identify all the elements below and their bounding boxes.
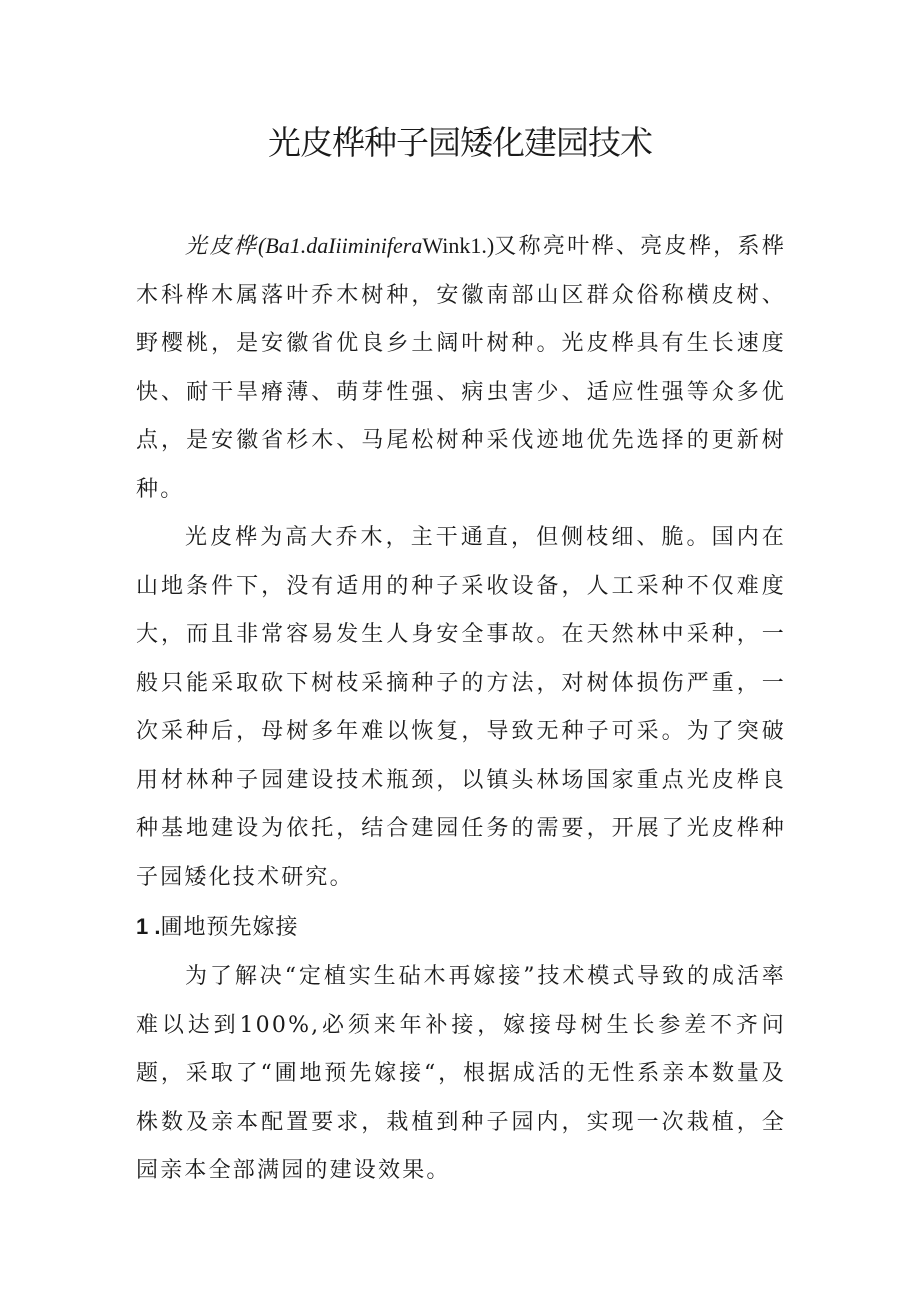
section-1-paragraph: 为了解决“定植实生砧木再嫁接”技术模式导致的成活率难以达到100%,必须来年补接，嫁接母树生长参差不齐问题，采取了“圃地预先嫁接“，根据成活的无性系亲本数量及株数及亲本配置要求，栽植到种子园内，实现一次栽植，全园亲本全部满园的建设效果。 [136, 964, 786, 1183]
paragraph-intro-latin-tail: Wink1.) [422, 233, 495, 258]
document-title: 光皮桦种子园矮化建园技术 [268, 123, 652, 162]
section-1-number: 1 . [136, 914, 161, 939]
document-body [136, 222, 786, 1196]
paragraph-background: 光皮桦为高大乔木，主干通直，但侧枝细、脆。国内在山地条件下，没有适用的种子采收设备，人工采种不仅难度大，而且非常容易发生人身安全事故。在天然林中采种，一般只能采取砍下树枝采摘种子的方法，对树体损伤严重，一次采种后，母树多年难以恢复，导致无种子可采。为了突破用材林种子园建设技术瓶颈，以镇头林场国家重点光皮桦良种基地建设为依托，结合建园任务的需要，开展了光皮桦种子园矮化技术研究。 [136, 525, 786, 890]
paragraph-intro-latin: (Ba1.daIiiminifera [257, 233, 423, 258]
section-1-heading [136, 902, 786, 953]
paragraph-intro-rest: 又称亮叶桦、亮皮桦，系桦木科桦木属落叶乔木树种，安徽南部山区群众俗称横皮树、野樱桃，是安徽省优良乡土阔叶树种。光皮桦具有生长速度快、耐干旱瘠薄、萌芽性强、病虫害少、适应性强等众多优点，是安徽省杉木、马尾松树种采伐迹地优先选择的更新树种。 [136, 234, 786, 502]
section-1-title: 圃地预先嫁接 [160, 915, 299, 940]
paragraph-intro [136, 222, 786, 514]
paragraph-intro-lead: 光皮桦 [185, 234, 258, 259]
